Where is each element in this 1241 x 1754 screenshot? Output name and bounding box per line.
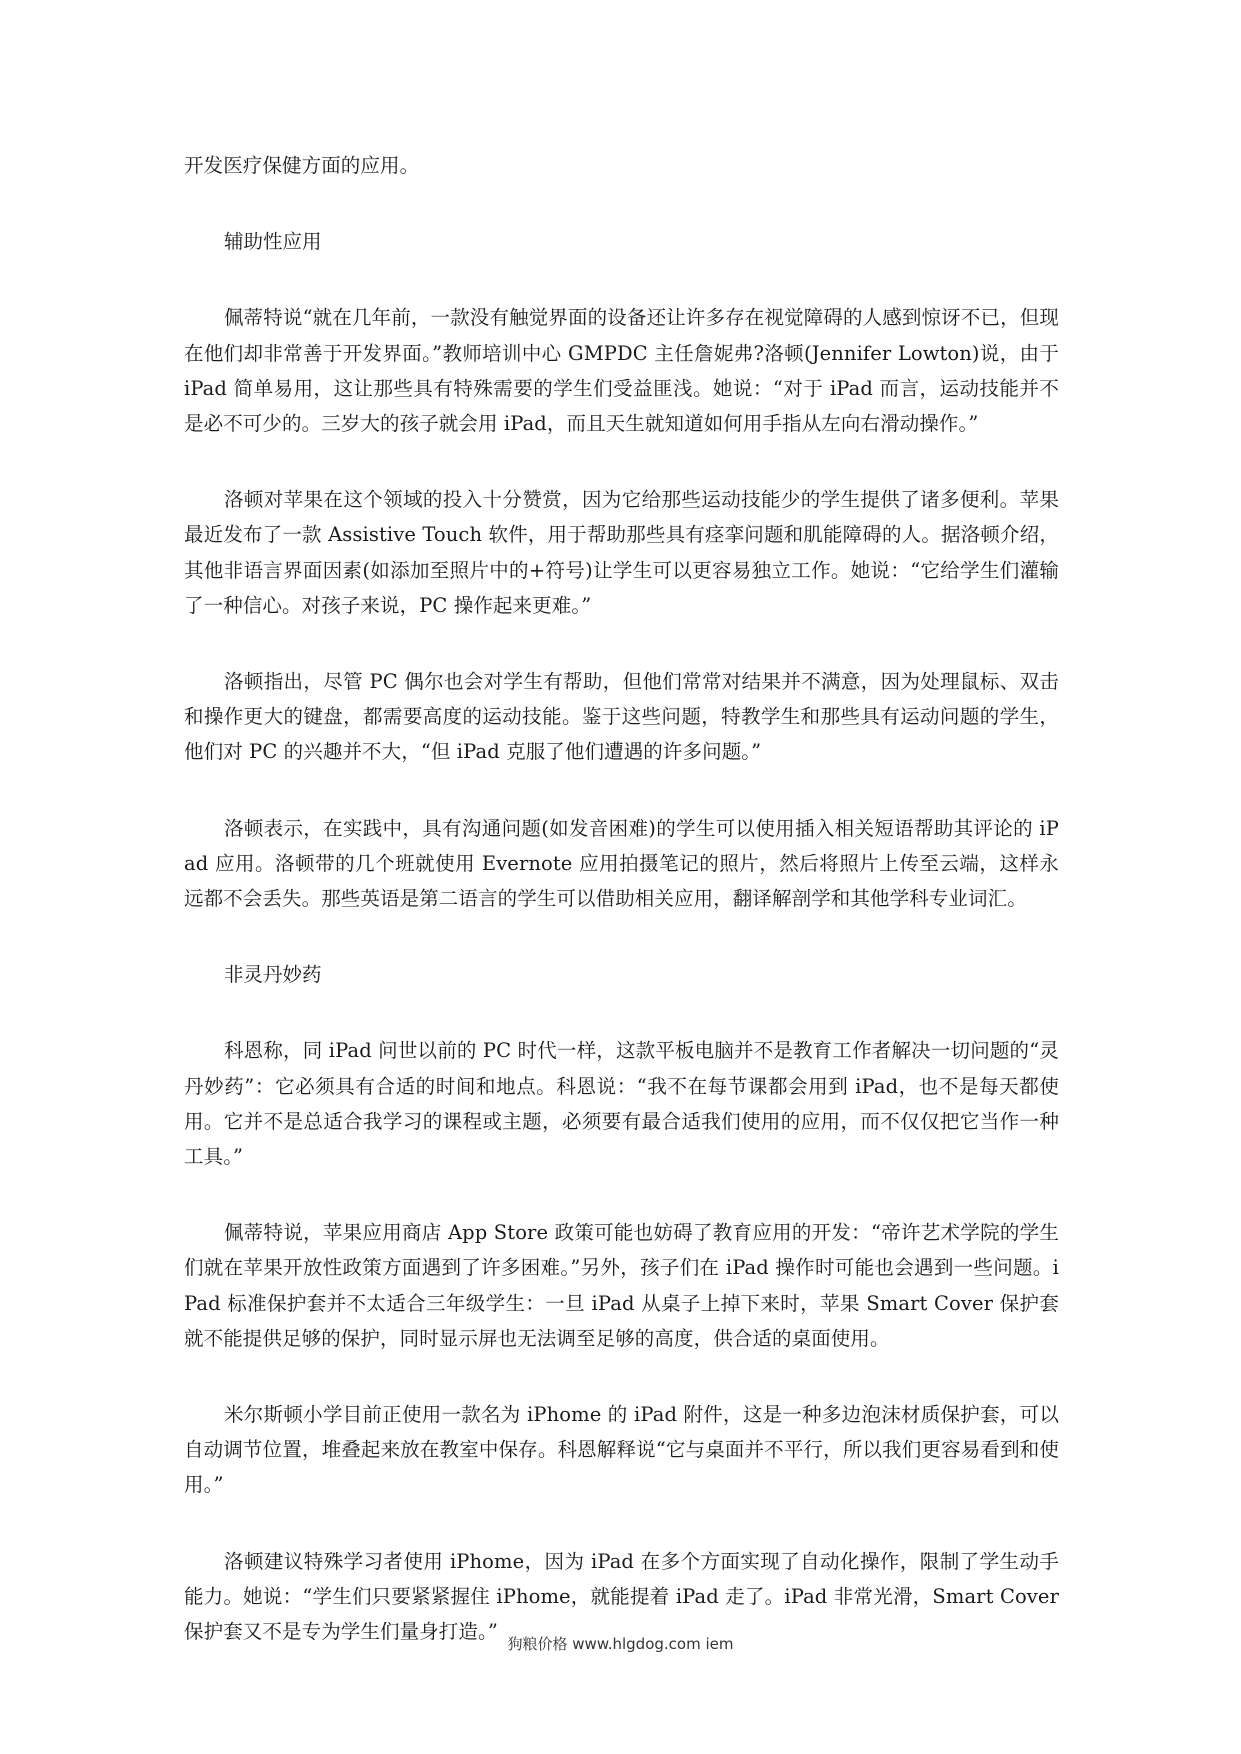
paragraph-millston-iphome: 米尔斯顿小学目前正使用一款名为 iPhome 的 iPad 附件，这是一种多边泡沫材质保护套，可以自动调节位置，堆叠起来放在教室中保存。科恩解释说“它与桌面并不平行，所以我们更容易看到和使用。” xyxy=(184,1403,1059,1497)
paragraph-lowton-iphome: 洛顿建议特殊学习者使用 iPhome，因为 iPad 在多个方面实现了自动化操作，限制了学生动手能力。她说：“学生们只要紧紧握住 iPhome，就能提着 iPad 走了。iPad 非常光滑，Smart Cover 保护套又不是专为学生们量身打造。” xyxy=(184,1549,1059,1644)
paragraph-lowton-assistive-touch: 洛顿对苹果在这个领域的投入十分赞赏，因为它给那些运动技能少的学生提供了诸多便利。苹果最近发布了一款 Assistive Touch 软件，用于帮助那些具有痉挛问题和肌能障碍的人。据洛顿介绍，其他非语言界面因素(如添加至照片中的+符号)让学生可以更容易独立工作。她说：“它给学生们灌输了一种信心。对孩子来说，PC 操作起来更难。” xyxy=(184,488,1059,617)
article-body xyxy=(184,148,1059,1690)
paragraph-intro-tail: 开发医疗保健方面的应用。 xyxy=(184,154,420,177)
section-heading-not-panacea: 非灵丹妙药 xyxy=(224,963,322,987)
paragraph-lowton-pc-problems: 洛顿指出，尽管 PC 偶尔也会对学生有帮助，但他们常常对结果并不满意，因为处理鼠标、双击和操作更大的键盘，都需要高度的运动技能。鉴于这些问题，特教学生和那些具有运动问题的学生，他们对 PC 的兴趣并不大，“但 iPad 克服了他们遭遇的许多问题。” xyxy=(184,670,1059,764)
page-footer: 狗粮价格 www.hlgdog.com iem xyxy=(507,1635,734,1653)
paragraph-lowton-evernote: 洛顿表示，在实践中，具有沟通问题(如发音困难)的学生可以使用插入相关短语帮助其评论的 iPad 应用。洛顿带的几个班就使用 Evernote 应用拍摄笔记的照片，然后将照片上传至云端，这样永远都不会丢失。那些英语是第二语言的学生可以借助相关应用，翻译解剖学和其他学科专业词汇。 xyxy=(184,816,1059,911)
paragraph-pettit-interfaces: 佩蒂特说“就在几年前，一款没有触觉界面的设备还让许多存在视觉障碍的人感到惊讶不已，但现在他们却非常善于开发界面。”教师培训中心 GMPDC 主任詹妮弗?洛顿(Jennifer Lowton)说，由于 iPad 简单易用，这让那些具有特殊需要的学生们受益匪浅。她说：“对于 iPad 而言，运动技能并不是必不可少的。三岁大的孩子就会用 iPad，而且天生就知道如何用手指从左向右滑动操作。” xyxy=(184,306,1059,436)
section-heading-assistive-apps: 辅助性应用 xyxy=(224,230,322,254)
paragraph-cohen-panacea: 科恩称，同 iPad 问世以前的 PC 时代一样，这款平板电脑并不是教育工作者解决一切问题的“灵丹妙药”：它必须具有合适的时间和地点。科恩说：“我不在每节课都会用到 iPad，也不是每天都使用。它并不是总适合我学习的课程或主题，必须要有最合适我们使用的应用，而不仅仅把它当作一种工具。” xyxy=(184,1039,1059,1169)
paragraph-pettit-app-store: 佩蒂特说，苹果应用商店 App Store 政策可能也妨碍了教育应用的开发：“帝许艺术学院的学生们就在苹果开放性政策方面遇到了许多困难。”另外，孩子们在 iPad 操作时可能也会遇到一些问题。iPad 标准保护套并不太适合三年级学生：一旦 iPad 从桌子上掉下来时，苹果 Smart Cover 保护套就不能提供足够的保护，同时显示屏也无法调至足够的高度，供合适的桌面使用。 xyxy=(184,1221,1059,1350)
